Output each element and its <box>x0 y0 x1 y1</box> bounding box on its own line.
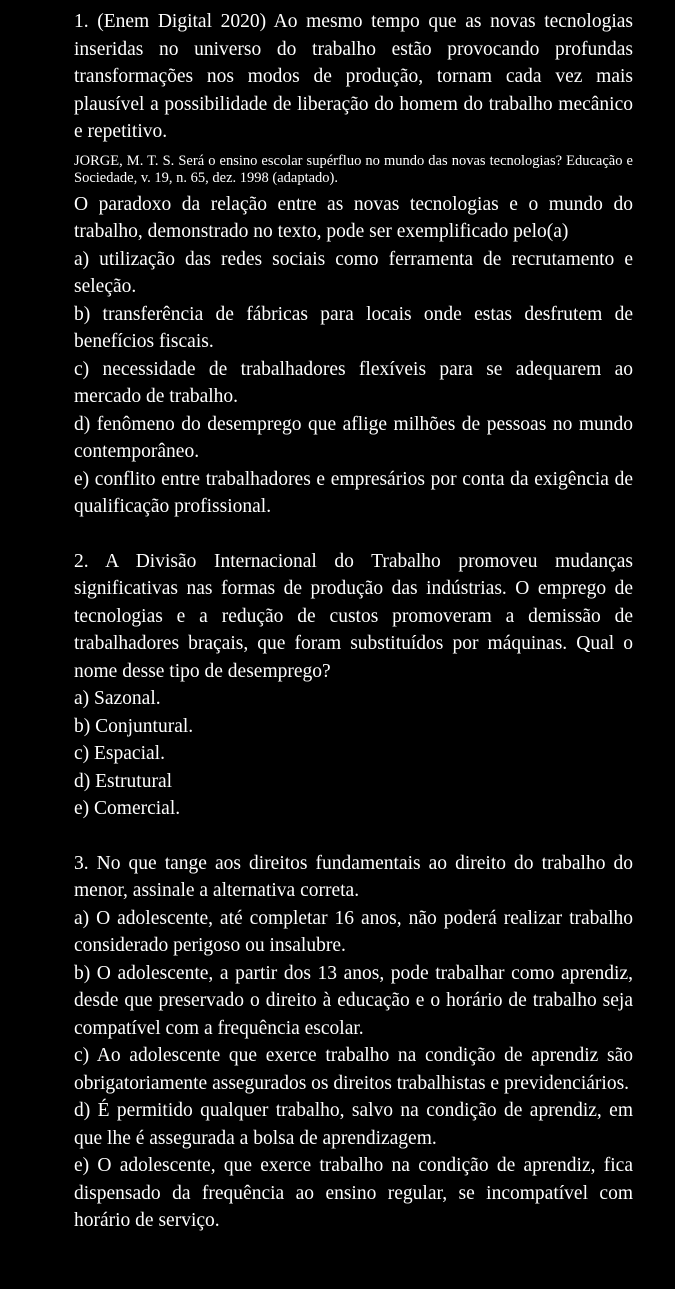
question-1-option-b: b) transferência de fábricas para locais onde estas desfrutem de benefícios fiscais. <box>74 303 633 352</box>
question-3 <box>74 850 633 1235</box>
question-3-option-e: e) O adolescente, que exerce trabalho na condição de aprendiz, fica dispensado da frequência ao ensino regular, se incompatível com horário de serviço. <box>74 1155 633 1231</box>
question-1-options <box>74 246 633 521</box>
question-1-option-e: e) conflito entre trabalhadores e empresários por conta da exigência de qualificação profissional. <box>74 468 633 517</box>
question-2-options <box>74 685 633 823</box>
question-3-option-a: a) O adolescente, até completar 16 anos, não poderá realizar trabalho considerado perigoso ou insalubre. <box>74 907 633 956</box>
question-1-option-d: d) fenômeno do desemprego que aflige milhões de pessoas no mundo contemporâneo. <box>74 413 633 462</box>
question-3-intro: 3. No que tange aos direitos fundamentais ao direito do trabalho do menor, assinale a alternativa correta. <box>74 852 633 901</box>
question-2-option-b: b) Conjuntural. <box>74 715 194 737</box>
question-3-option-b: b) O adolescente, a partir dos 13 anos, pode trabalhar como aprendiz, desde que preservado o direito à educação e o horário de trabalho seja compatível com a frequência escolar. <box>74 962 633 1039</box>
question-1 <box>74 8 633 521</box>
question-2-option-d: d) Estrutural <box>74 770 173 792</box>
question-2-option-c: c) Espacial. <box>74 743 165 764</box>
question-2 <box>74 548 633 823</box>
question-3-options <box>74 905 633 1235</box>
question-3-option-d: d) É permitido qualquer trabalho, salvo na condição de aprendiz, em que lhe é assegurada a bolsa de aprendizagem. <box>74 1100 633 1149</box>
question-1-intro: 1. (Enem Digital 2020) Ao mesmo tempo que as novas tecnologias inseridas no universo do trabalho estão provocando profundas transformações nos modos de produção, tornam cada vez mais plausível a possibilidade de liberação do homem do trabalho mecânico e repetitivo. <box>74 11 633 142</box>
question-2-option-a: a) Sazonal. <box>74 688 161 709</box>
question-1-stem: O paradoxo da relação entre as novas tecnologias e o mundo do trabalho, demonstrado no texto, pode ser exemplificado pelo(a) <box>74 193 633 242</box>
question-3-option-c: c) Ao adolescente que exerce trabalho na condição de aprendiz são obrigatoriamente assegurados os direitos trabalhistas e previdenciários. <box>74 1045 633 1094</box>
question-1-source: JORGE, M. T. S. Será o ensino escolar supérfluo no mundo das novas tecnologias? Educação e Sociedade, v. 19, n. 65, dez. 1998 (adaptado). <box>74 152 633 186</box>
question-1-option-c: c) necessidade de trabalhadores flexíveis para se adequarem ao mercado de trabalho. <box>74 358 633 407</box>
question-1-option-a: a) utilização das redes sociais como ferramenta de recrutamento e seleção. <box>74 248 633 297</box>
question-2-option-e: e) Comercial. <box>74 798 181 819</box>
question-2-intro: 2. A Divisão Internacional do Trabalho promoveu mudanças significativas nas formas de produção das indústrias. O emprego de tecnologias e a redução de custos promoveram a demissão de trabalhadores braçais, que foram substituídos por máquinas. Qual o nome desse tipo de desemprego? <box>74 550 633 682</box>
